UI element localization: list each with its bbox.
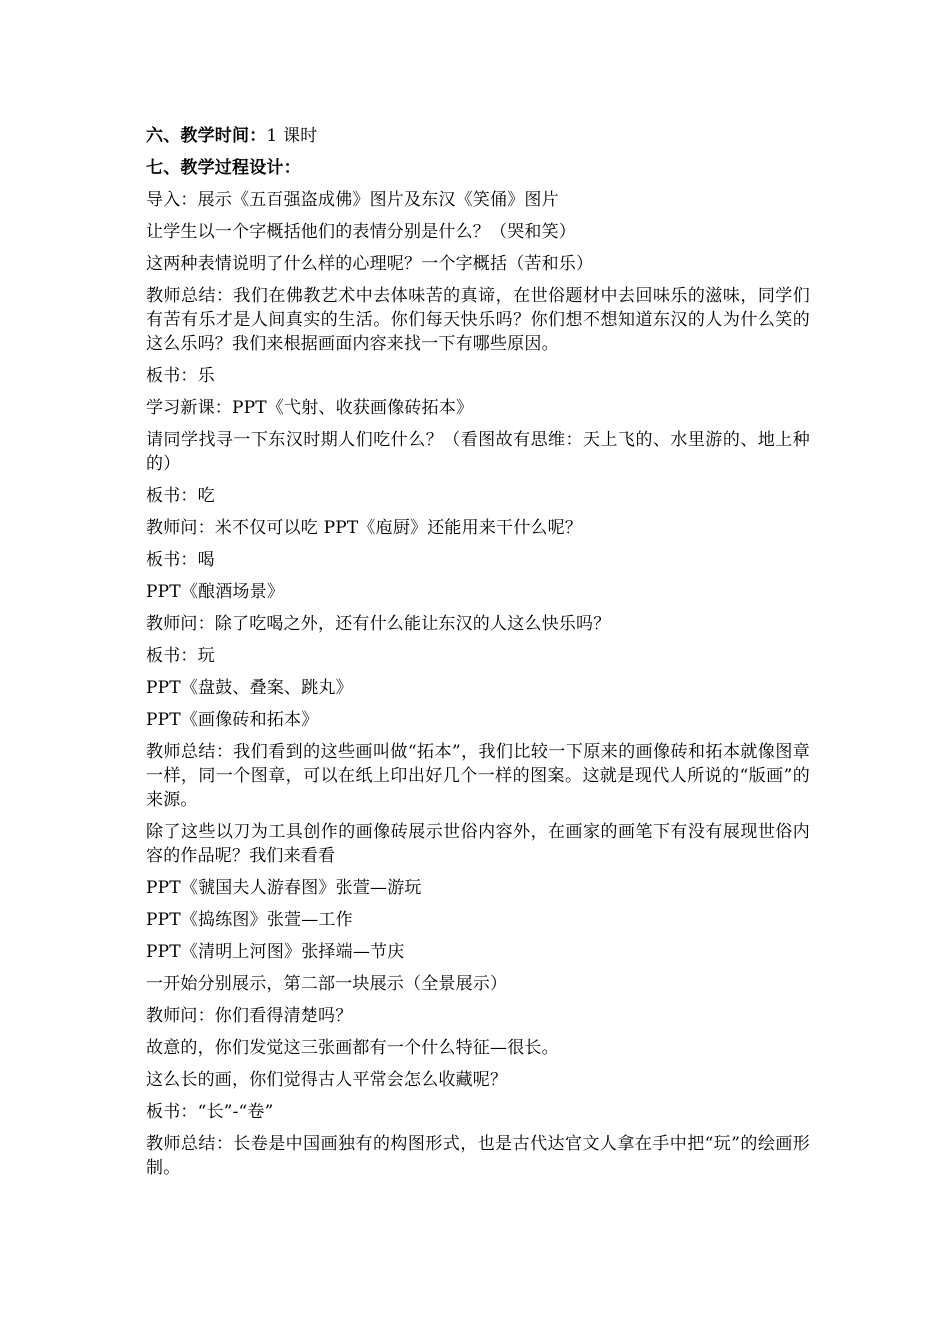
paragraph: 这么长的画，你们觉得古人平常会怎么收藏呢？ <box>146 1070 508 1090</box>
paragraph: 板书：乐 <box>146 366 215 386</box>
heading-teaching-time <box>146 124 810 148</box>
paragraph: 学习新课：PPT《弋射、收获画像砖拓本》 <box>146 398 474 418</box>
heading-value: 1 课时 <box>266 126 318 146</box>
paragraph: 让学生以一个字概括他们的表情分别是什么？（哭和笑） <box>146 222 576 242</box>
paragraph: 除了这些以刀为工具创作的画像砖展示世俗内容外，在画家的画笔下有没有展现世俗内容的作品呢？我们来看看 <box>146 822 810 866</box>
paragraph: 导入：展示《五百强盗成佛》图片及东汉《笑俑》图片 <box>146 190 559 210</box>
paragraph: 板书：吃 <box>146 486 215 506</box>
paragraph: PPT《清明上河图》张择端—节庆 <box>146 942 405 962</box>
paragraph: 这两种表情说明了什么样的心理呢？一个字概括（苦和乐） <box>146 254 594 274</box>
paragraph: PPT《虢国夫人游春图》张萱—游玩 <box>146 878 422 898</box>
document-body <box>146 124 810 1188</box>
paragraph: PPT《盘鼓、叠案、跳丸》 <box>146 678 353 698</box>
paragraph: 教师总结：长卷是中国画独有的构图形式，也是古代达官文人拿在手中把“玩”的绘画形制。 <box>146 1134 810 1178</box>
paragraph: 板书：玩 <box>146 646 215 666</box>
paragraph: 教师问：米不仅可以吃 PPT《庖厨》还能用来干什么呢？ <box>146 518 583 538</box>
heading-label: 六、教学时间： <box>146 126 267 146</box>
paragraph: 教师总结：我们在佛教艺术中去体味苦的真谛，在世俗题材中去回味乐的滋味，同学们有苦有乐才是人间真实的生活。你们每天快乐吗？你们想不想知道东汉的人为什么笑的这么乐吗？我们来根据画面内容来找一下有哪些原因。 <box>146 286 810 354</box>
paragraph: 一开始分别展示，第二部一块展示（全景展示） <box>146 974 508 994</box>
paragraph: 教师总结：我们看到的这些画叫做“拓本”，我们比较一下原来的画像砖和拓本就像图章一样，同一个图章，可以在纸上印出好几个一样的图案。这就是现代人所说的“版画”的来源。 <box>146 742 810 810</box>
paragraph: PPT《酿酒场景》 <box>146 582 285 602</box>
paragraph: 请同学找寻一下东汉时期人们吃什么？（看图故有思维：天上飞的、水里游的、地上种的） <box>146 430 810 474</box>
paragraph: 教师问：你们看得清楚吗？ <box>146 1006 353 1026</box>
paragraph: PPT《捣练图》张萱—工作 <box>146 910 353 930</box>
heading-process-design <box>146 156 810 180</box>
paragraph: PPT《画像砖和拓本》 <box>146 710 319 730</box>
paragraph: 板书：“长”-“卷” <box>146 1102 274 1122</box>
paragraph: 教师问：除了吃喝之外，还有什么能让东汉的人这么快乐吗？ <box>146 614 611 634</box>
paragraph: 故意的，你们发觉这三张画都有一个什么特征—很长。 <box>146 1038 559 1058</box>
paragraph: 板书：喝 <box>146 550 215 570</box>
heading-label: 七、教学过程设计： <box>146 158 301 178</box>
